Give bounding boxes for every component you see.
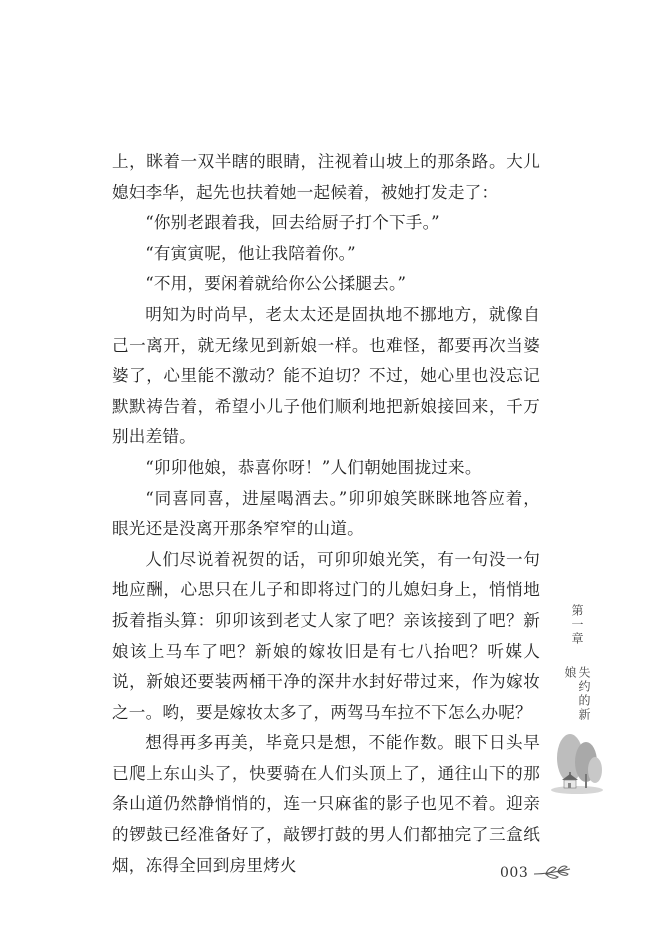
page-number: 003 [500, 865, 529, 881]
paragraph: 人们尽说着祝贺的话，可卯卯娘光笑，有一句没一句地应酬，心思只在儿子和即将过门的儿媳妇身上，悄悄地扳着指头算：卯卯该到老丈人家了吧？亲该接到了吧？新娘该上马车了吧？新娘的嫁妆旧是有七八抬吧？听媒人说，新娘还要装两桶干净的深井水封好带过来，作为嫁妆之一。哟，要是嫁妆太多了，两驾马车拉不下怎么办呢？ [112, 549, 540, 722]
paragraph: “你别老跟着我，回去给厨子打个下手。” [145, 213, 440, 233]
chapter-side-tab [553, 604, 601, 794]
paragraph: “不用，要闲着就给你公公揉腿去。” [145, 274, 407, 294]
paragraph: 上，眯着一双半瞎的眼睛，注视着山坡上的那条路。大儿媳妇李华，起先也扶着她一起候着，被她打发走了： [112, 152, 540, 202]
chapter-title: 失约的新娘 [563, 666, 591, 722]
page-footer [500, 862, 572, 884]
chapter-label: 第一章 [570, 604, 584, 646]
body-text [112, 147, 540, 881]
paragraph: 明知为时尚早，老太太还是固执地不挪地方，就像自己一离开，就无缘见到新娘一样。也难怪，都要再次当婆婆了，心里能不激动？能不迫切？不过，她心里也没忘记默默祷告着，希望小儿子他们顺利地把新娘接回来，千万别出差错。 [112, 304, 540, 447]
paragraph: “同喜同喜，进屋喝酒去。”卯卯娘笑眯眯地答应着，眼光还是没离开那条窄窄的山道。 [112, 488, 540, 539]
leaf-ornament-icon [532, 865, 572, 881]
paragraph: “卯卯他娘，恭喜你呀！”人们朝她围拢过来。 [145, 457, 482, 477]
paragraph: “有寅寅呢，他让我陪着你。” [145, 243, 356, 263]
tree-house-illustration-icon [548, 732, 606, 794]
paragraph: 想得再多再美，毕竟只是想，不能作数。眼下日头早已爬上东山头了，快要骑在人们头顶上了，通往山下的那条山道仍然静悄悄的，连一只麻雀的影子也见不着。迎亲的锣鼓已经准备好了，敲锣打鼓的男人们都抽完了三盒纸烟，冻得全回到房里烤火 [112, 733, 540, 875]
